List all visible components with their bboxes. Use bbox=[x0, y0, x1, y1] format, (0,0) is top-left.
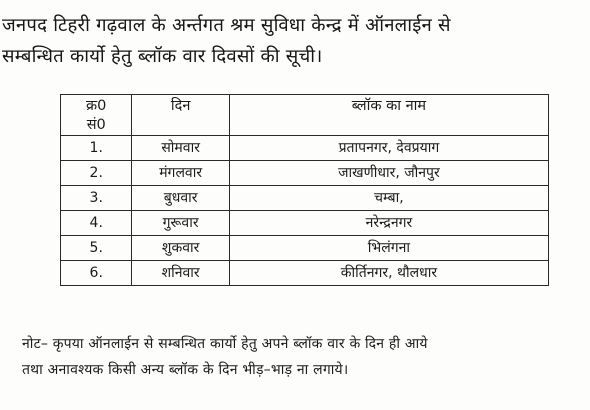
table-row bbox=[61, 136, 549, 161]
row-day: सोमवार bbox=[132, 136, 229, 161]
row-block-name: प्रतापनगर, देवप्रयाग bbox=[229, 136, 548, 161]
row-serial-number: 2. bbox=[61, 161, 132, 186]
table-row bbox=[61, 261, 549, 286]
row-block-name: नरेन्द्रनगर bbox=[229, 211, 548, 236]
note-text bbox=[22, 331, 582, 383]
row-day: मंगलवार bbox=[132, 161, 229, 186]
row-day: शुकवार bbox=[132, 236, 229, 261]
table-row bbox=[61, 161, 549, 186]
document-heading bbox=[2, 10, 587, 72]
heading-line-2: सम्बन्धित कार्यो हेतु ब्लॉक वार दिवसों की सूची। bbox=[2, 46, 323, 67]
table-row bbox=[61, 236, 549, 261]
row-serial-number: 4. bbox=[61, 211, 132, 236]
row-serial-number: 5. bbox=[61, 236, 132, 261]
row-block-name: चम्बा, bbox=[229, 186, 548, 211]
row-block-name: कीर्तिनगर, थौलधार bbox=[229, 261, 548, 286]
row-day: गुरूवार bbox=[132, 211, 229, 236]
row-serial-number: 3. bbox=[61, 186, 132, 211]
header-serial-line-2: सं0 bbox=[86, 117, 106, 133]
header-serial-number bbox=[61, 95, 132, 136]
row-day: बुधवार bbox=[132, 186, 229, 211]
table-row bbox=[61, 211, 549, 236]
row-day: शनिवार bbox=[132, 261, 229, 286]
table-header-row bbox=[61, 95, 549, 136]
note-line-1: नोट– कृपया ऑनलाईन से सम्बन्धित कार्यो हेतु अपने ब्लॉक वार के दिन ही आये bbox=[22, 336, 428, 352]
heading-line-1: जनपद टिहरी गढ़वाल के अर्न्तगत श्रम सुविधा केन्द्र में ऑनलाईन से bbox=[2, 15, 451, 36]
block-day-schedule-table bbox=[60, 94, 549, 286]
header-block-name: ब्लॉक का नाम bbox=[229, 95, 548, 136]
header-day: दिन bbox=[132, 95, 229, 136]
note-line-2: तथा अनावश्यक किसी अन्य ब्लॉक के दिन भीड़–भाड़ ना लगाये। bbox=[22, 362, 349, 378]
header-serial-line-1: क्र0 bbox=[86, 98, 107, 114]
row-serial-number: 6. bbox=[61, 261, 132, 286]
row-serial-number: 1. bbox=[61, 136, 132, 161]
row-block-name: भिलंगना bbox=[229, 236, 548, 261]
table-row bbox=[61, 186, 549, 211]
row-block-name: जाखणीधार, जौनपुर bbox=[229, 161, 548, 186]
